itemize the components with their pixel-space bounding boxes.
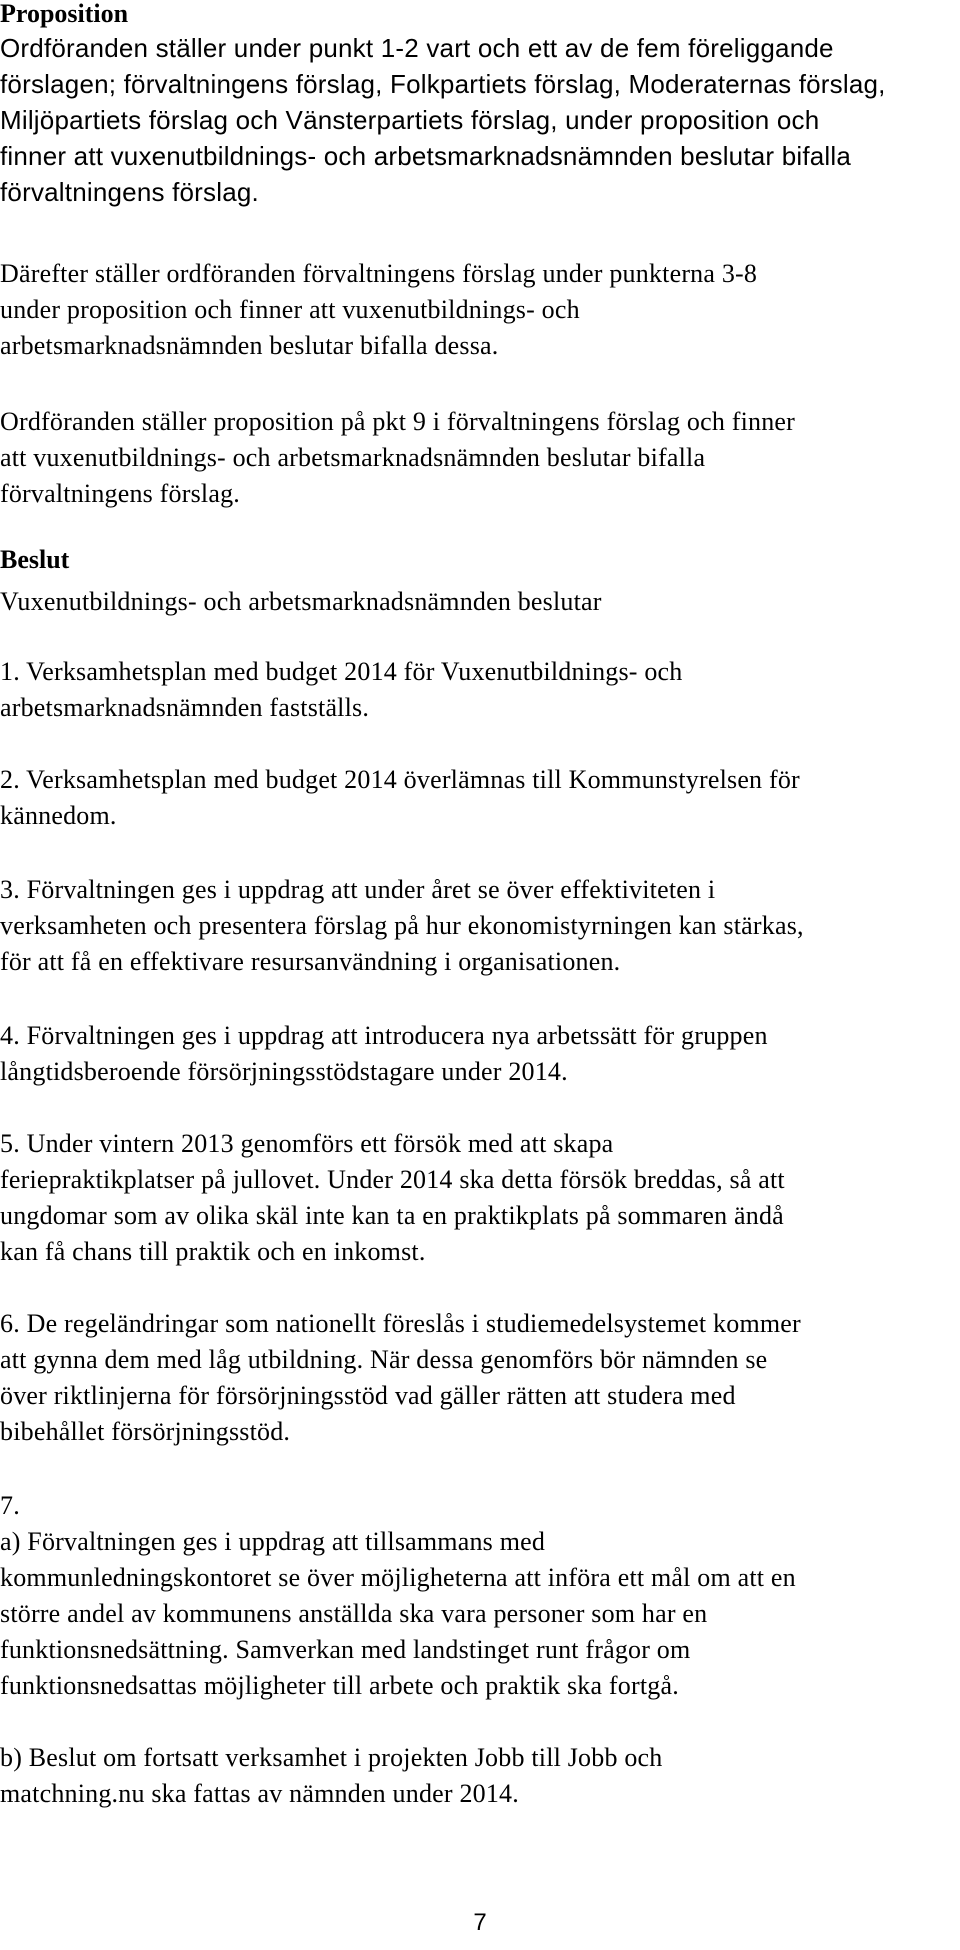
text-line: förvaltningens förslag. (0, 177, 259, 207)
text-line: ungdomar som av olika skäl inte kan ta en praktikplats på sommaren ändå (0, 1201, 784, 1230)
text-line: funktionsnedsattas möjligheter till arbete och praktik ska fortgå. (0, 1671, 679, 1700)
text-line: Miljöpartiets förslag och Vänsterpartiets förslag, under proposition och (0, 105, 820, 135)
text-line: feriepraktikplatser på jullovet. Under 2014 ska detta försök breddas, så att (0, 1165, 785, 1194)
decision-item-4 (0, 1018, 955, 1090)
paragraph-proposition-3 (0, 404, 955, 512)
decision-item-7-number (0, 1488, 955, 1524)
text-line: a) Förvaltningen ges i uppdrag att tillsammans med (0, 1527, 546, 1556)
text-line: matchning.nu ska fattas av nämnden under 2014. (0, 1779, 519, 1808)
text-line: 6. De regeländringar som nationellt föreslås i studiemedelsystemet kommer (0, 1309, 801, 1338)
text-line: 4. Förvaltningen ges i uppdrag att introducera nya arbetssätt för gruppen (0, 1021, 768, 1050)
text-line: 3. Förvaltningen ges i uppdrag att under året se över effektiviteten i (0, 875, 716, 904)
heading-proposition: Proposition (0, 0, 129, 28)
text-line: arbetsmarknadsnämnden fastställs. (0, 693, 370, 722)
text-line: Ordföranden ställer under punkt 1-2 vart och ett av de fem föreliggande (0, 33, 834, 63)
text-line: 2. Verksamhetsplan med budget 2014 överlämnas till Kommunstyrelsen för (0, 765, 800, 794)
text-line: 7. (0, 1491, 20, 1520)
decision-item-7b (0, 1740, 955, 1812)
text-line: Vuxenutbildnings- och arbetsmarknadsnämnden beslutar (0, 587, 602, 616)
decision-item-2 (0, 762, 955, 834)
text-line: över riktlinjerna för försörjningsstöd vad gäller rätten att studera med (0, 1381, 736, 1410)
paragraph-proposition-2 (0, 256, 955, 364)
text-line: för att få en effektivare resursanvändning i organisationen. (0, 947, 621, 976)
decision-item-3 (0, 872, 955, 980)
decision-item-5 (0, 1126, 955, 1270)
text-line: funktionsnedsättning. Samverkan med landstinget runt frågor om (0, 1635, 691, 1664)
text-line: arbetsmarknadsnämnden beslutar bifalla dessa. (0, 331, 499, 360)
text-line: under proposition och finner att vuxenutbildnings- och (0, 295, 580, 324)
text-line: att vuxenutbildnings- och arbetsmarknadsnämnden beslutar bifalla (0, 443, 706, 472)
text-line: Ordföranden ställer proposition på pkt 9 i förvaltningens förslag och finner (0, 407, 795, 436)
text-line: 5. Under vintern 2013 genomförs ett försök med att skapa (0, 1129, 614, 1158)
heading-beslut: Beslut (0, 545, 70, 574)
text-line: bibehållet försörjningsstöd. (0, 1417, 291, 1446)
decision-item-6 (0, 1306, 955, 1450)
text-line: 1. Verksamhetsplan med budget 2014 för Vuxenutbildnings- och (0, 657, 683, 686)
text-line: större andel av kommunens anställda ska vara personer som har en (0, 1599, 708, 1628)
text-line: kännedom. (0, 801, 117, 830)
text-line: finner att vuxenutbildnings- och arbetsmarknadsnämnden beslutar bifalla (0, 141, 852, 171)
text-line: kan få chans till praktik och en inkomst. (0, 1237, 426, 1266)
page-number: 7 (473, 1909, 487, 1936)
decision-item-1 (0, 654, 955, 726)
text-line: kommunledningskontoret se över möjligheterna att införa ett mål om att en (0, 1563, 796, 1592)
paragraph-proposition-1 (0, 30, 955, 210)
text-line: förslagen; förvaltningens förslag, Folkpartiets förslag, Moderaternas förslag, (0, 69, 886, 99)
text-line: förvaltningens förslag. (0, 479, 240, 508)
text-line: att gynna dem med låg utbildning. När dessa genomförs bör nämnden se (0, 1345, 768, 1374)
beslut-intro (0, 584, 955, 620)
text-line: långtidsberoende försörjningsstödstagare under 2014. (0, 1057, 568, 1086)
text-line: b) Beslut om fortsatt verksamhet i projekten Jobb till Jobb och (0, 1743, 663, 1772)
text-line: Därefter ställer ordföranden förvaltningens förslag under punkterna 3-8 (0, 259, 758, 288)
text-line: verksamheten och presentera förslag på hur ekonomistyrningen kan stärkas, (0, 911, 804, 940)
decision-item-7a (0, 1524, 955, 1704)
